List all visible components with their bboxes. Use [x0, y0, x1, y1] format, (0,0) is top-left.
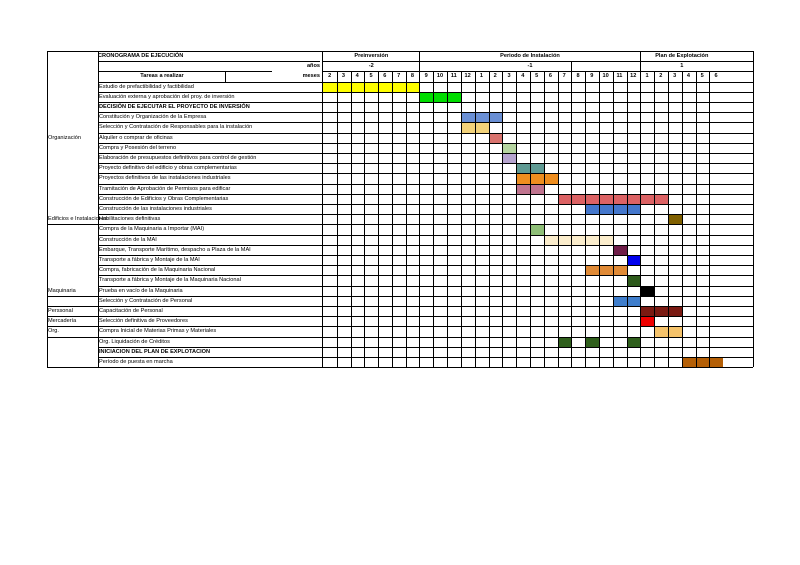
- month-line: [668, 71, 669, 367]
- month-line: [558, 71, 559, 367]
- row-line: [98, 245, 753, 246]
- month-number: 5: [535, 73, 539, 80]
- row-line: [98, 265, 753, 266]
- phase-divider: [419, 51, 420, 367]
- tasks-header: Tareas a realizar: [140, 73, 184, 80]
- gantt-bar: [640, 317, 654, 327]
- month-number: 12: [630, 73, 637, 80]
- gantt-bar: [502, 143, 516, 153]
- gantt-bar: [627, 255, 641, 265]
- month-number: 9: [424, 73, 428, 80]
- gantt-bar: [516, 174, 557, 184]
- phase-name: Plan de Explotación: [655, 53, 709, 59]
- month-number: 2: [659, 73, 663, 80]
- task-label: Habilitaciones definitivas: [99, 216, 161, 223]
- phase-year: -2: [368, 63, 374, 70]
- category-divider: [47, 296, 98, 297]
- row-line: [98, 82, 753, 83]
- month-number: 4: [355, 73, 359, 80]
- gantt-schedule-sheet: [47, 51, 753, 371]
- month-line: [489, 71, 490, 367]
- row-line: [98, 235, 753, 236]
- row-line: [98, 153, 753, 154]
- gantt-bar: [489, 133, 503, 143]
- category-divider: [47, 224, 98, 225]
- task-label: Selección y Contratación de Responsables para la instalación: [99, 124, 253, 131]
- month-line: [475, 71, 476, 367]
- month-number: 6: [383, 73, 387, 80]
- task-label: Compra Inicial de Materias Primas y Materiales: [99, 328, 217, 335]
- task-label: Transporte a fábrica y Montaje de la MAI: [99, 257, 200, 263]
- row-line: [98, 357, 753, 358]
- phase-name: Preinversión: [354, 53, 389, 59]
- months-label: meses: [302, 73, 320, 80]
- header-line: [98, 61, 272, 62]
- month-number: 9: [590, 73, 594, 80]
- task-label: Evaluación externa y aprobación del proy. de inversión: [99, 93, 235, 100]
- row-line: [98, 133, 753, 134]
- month-line: [696, 71, 697, 367]
- task-label: Compra y Posesión del terreno: [99, 144, 177, 151]
- phase-year: 1: [680, 63, 684, 70]
- row-line: [98, 163, 753, 164]
- month-number: 11: [450, 73, 457, 80]
- month-number: 10: [602, 73, 609, 80]
- task-label: Constitución y Organización de la Empresa: [99, 114, 207, 121]
- month-line: [433, 71, 434, 367]
- task-label: Estudio de prefactibilidad y factibilidad: [99, 83, 194, 90]
- category-divider: [47, 337, 98, 338]
- gantt-bar: [420, 92, 461, 102]
- month-line: [502, 71, 503, 367]
- month-line: [682, 71, 683, 367]
- task-label: Construcción de la MAI: [99, 236, 157, 243]
- phase-name: Periodo de Instalación: [500, 53, 560, 59]
- task-label: Compra, fabricación de la Maquinaria Nacional: [99, 267, 216, 274]
- task-label: Prueba en vacío de la Maquinaria: [99, 287, 183, 294]
- row-line: [98, 224, 753, 225]
- gantt-bar: [461, 113, 502, 123]
- month-number: 10: [436, 73, 444, 80]
- task-label: Alquiler o comprar de oficinas: [99, 134, 173, 141]
- task-label: Capacitación de Personal: [99, 308, 163, 314]
- month-line: [392, 71, 393, 367]
- category-label: Edificios e Instalaciones: [48, 216, 108, 223]
- month-number: 11: [616, 73, 623, 80]
- category-label: Maquinaria: [48, 287, 76, 294]
- row-line: [98, 286, 753, 287]
- gantt-bar: [530, 225, 544, 235]
- gantt-bar: [585, 337, 599, 347]
- gantt-bar: [627, 337, 641, 347]
- month-line: [447, 71, 448, 367]
- category-divider: [47, 306, 98, 307]
- row-line: [98, 296, 753, 297]
- month-number: 7: [562, 73, 566, 80]
- month-line: [627, 71, 628, 367]
- row-line: [98, 306, 753, 307]
- row-line: [98, 275, 753, 276]
- phase-year: -1: [527, 63, 533, 70]
- row-line: [98, 112, 753, 113]
- task-label: Tramitación de Aprobación de Permisos para edificar: [99, 185, 231, 192]
- task-label: INICIACION DEL PLAN DE EXPLOTACION: [99, 348, 211, 355]
- month-number: 2: [328, 73, 332, 80]
- tasks-subcolumn-line: [225, 71, 226, 81]
- month-number: 8: [410, 73, 414, 80]
- category-divider: [47, 316, 98, 317]
- category-column-line: [98, 51, 99, 367]
- month-number: 2: [493, 73, 497, 80]
- month-number: 5: [700, 73, 704, 80]
- month-number: 4: [521, 73, 525, 80]
- month-line: [654, 71, 655, 367]
- month-number: 3: [341, 73, 345, 80]
- month-number: 3: [673, 73, 677, 80]
- month-line: [378, 71, 379, 367]
- gantt-bar: [558, 337, 572, 347]
- task-label: Selección y Contratación de Personal: [99, 297, 193, 304]
- month-number: 6: [714, 73, 718, 80]
- gantt-bar: [502, 153, 516, 163]
- category-label: Org.: [48, 328, 59, 335]
- row-line: [98, 173, 753, 174]
- task-label: Período de puesta en marcha: [99, 359, 173, 365]
- task-label: Embarque, Transporte Marítimo, despacho a Plaza de la MAI: [99, 246, 251, 253]
- years-label: años: [306, 63, 320, 70]
- task-label: Selección definitiva de Proveedores: [99, 318, 188, 325]
- row-line: [98, 316, 753, 317]
- row-line: [98, 255, 753, 256]
- month-line: [709, 71, 710, 367]
- month-number: 5: [369, 73, 373, 80]
- category-label: Organización: [48, 134, 81, 141]
- category-divider: [47, 326, 98, 327]
- gantt-bar: [640, 306, 681, 316]
- month-line: [530, 71, 531, 367]
- gantt-bar: [613, 245, 627, 255]
- month-line: [406, 71, 407, 367]
- task-label: DECISIÓN DE EJECUTAR EL PROYECTO DE INVERSIÓN: [99, 104, 250, 110]
- header-line: [323, 71, 753, 72]
- month-number: 3: [507, 73, 511, 80]
- month-number: 4: [686, 73, 690, 80]
- row-line: [98, 204, 753, 205]
- month-line: [599, 71, 600, 367]
- category-label: Perssonal: [48, 308, 73, 314]
- border-left: [47, 51, 48, 367]
- month-line: [364, 71, 365, 367]
- month-line: [461, 71, 462, 367]
- row-line: [98, 184, 753, 185]
- task-label: Construcción de Edificios y Obras Complementarias: [99, 195, 229, 202]
- month-number: 7: [397, 73, 401, 80]
- row-line: [98, 122, 753, 123]
- task-label: Compra de la Maquinaria a Importar (MAI): [99, 226, 205, 233]
- month-number: 6: [548, 73, 552, 80]
- gantt-bar: [544, 235, 613, 245]
- month-number: 1: [645, 73, 649, 80]
- row-line: [98, 102, 753, 103]
- row-line: [98, 337, 753, 338]
- row-line: [98, 214, 753, 215]
- task-label: Transporte a fábrica y Montaje de la Maquinaria Nacional: [99, 277, 241, 284]
- task-label: Proyectos definitivos de las instalaciones industriales: [99, 175, 231, 182]
- row-line: [98, 347, 753, 348]
- header-line: [98, 71, 272, 72]
- phase-divider: [640, 51, 641, 367]
- border-top: [47, 51, 753, 52]
- header-line: [323, 61, 753, 62]
- gantt-bar: [585, 266, 626, 276]
- border-right: [753, 51, 754, 367]
- month-line: [613, 71, 614, 367]
- row-line: [98, 194, 753, 195]
- task-label: Elaboración de presupuestos definitivos para control de gestión: [99, 155, 257, 161]
- label-column-line: [322, 51, 323, 367]
- task-label: Construcción de las instalaciones industriales: [99, 206, 212, 212]
- border-bottom: [47, 367, 753, 368]
- gantt-bar: [668, 215, 682, 225]
- month-line: [516, 71, 517, 367]
- task-label: Org. Liquidación de Créditos: [99, 338, 170, 345]
- gantt-bar: [627, 276, 641, 286]
- month-line: [571, 61, 572, 367]
- month-number: 12: [464, 73, 471, 80]
- month-line: [351, 71, 352, 367]
- header-line: [272, 61, 320, 62]
- category-label: Mercadería: [48, 318, 77, 325]
- row-line: [98, 92, 753, 93]
- gantt-bar: [640, 286, 654, 296]
- task-label: Proyecto definitivo del edificio y obras complementarias: [99, 165, 237, 172]
- month-number: 1: [479, 73, 483, 80]
- month-line: [544, 71, 545, 367]
- row-line: [98, 143, 753, 144]
- month-line: [337, 71, 338, 367]
- row-line: [98, 326, 753, 327]
- schedule-title: CRONOGRAMA DE EJECUCIÓN: [98, 53, 184, 59]
- month-line: [585, 71, 586, 367]
- month-number: 8: [576, 73, 580, 80]
